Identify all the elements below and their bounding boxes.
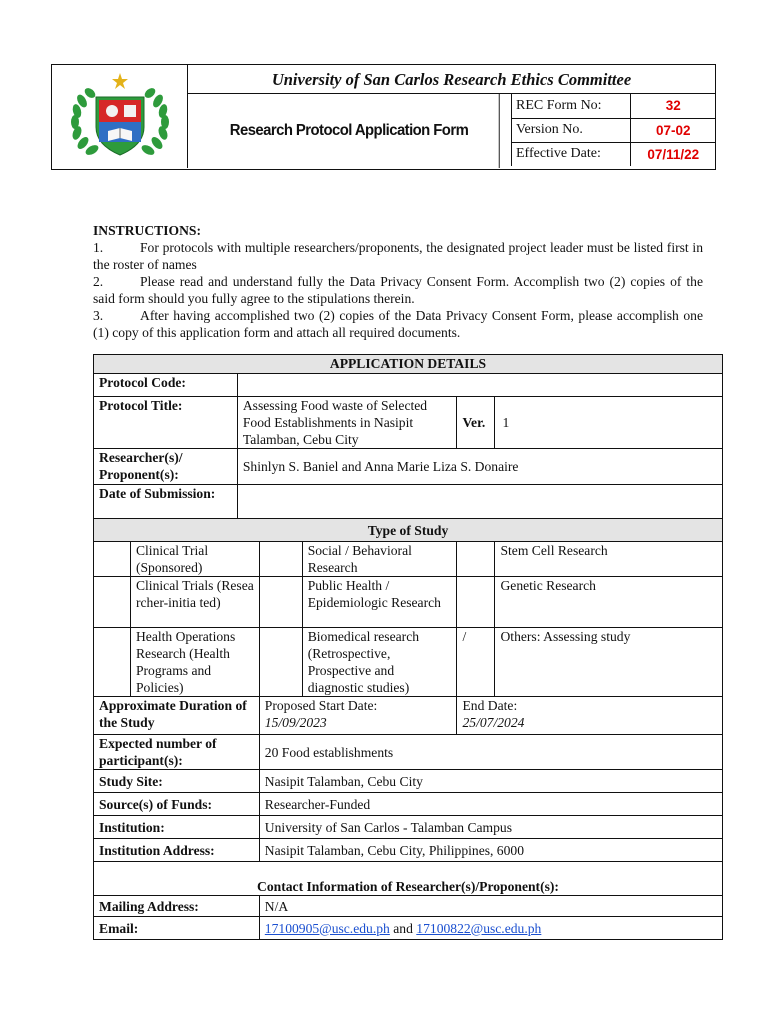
study-type-label: Biomedical research (Retrospective, Prospective and diagnostic studies)	[302, 628, 457, 697]
meta-value: 07/11/22	[630, 142, 716, 166]
study-type-label: Public Health / Epidemiologic Research	[302, 577, 457, 628]
section-title: APPLICATION DETAILS	[94, 355, 723, 374]
end-date-cell[interactable]	[457, 697, 723, 735]
end-date-label: End Date:	[462, 698, 518, 713]
start-date-cell[interactable]	[259, 697, 457, 735]
institution-field[interactable]: University of San Carlos - Talamban Campus	[259, 816, 722, 839]
study-type-row	[94, 577, 723, 628]
email-separator: and	[393, 920, 413, 936]
study-type-checkbox[interactable]	[94, 628, 131, 697]
instruction-item: 2. Please read and understand fully the Data Privacy Consent Form. Accomplish two (2) copies of the said form should you fully agree to the stipulations therein.	[93, 274, 703, 306]
form-title: Research Protocol Application Form	[199, 94, 499, 168]
instruction-item: 1. For protocols with multiple researchers/proponents, the designated project leader must be listed first in the roster of names	[93, 240, 703, 272]
participants-label: Expected number of participant(s):	[94, 735, 260, 770]
mailing-address-field[interactable]: N/A	[259, 896, 722, 917]
researchers-field[interactable]: Shinlyn S. Baniel and Anna Marie Liza S. Donaire	[237, 449, 722, 485]
study-type-checkbox[interactable]: /	[457, 628, 495, 697]
meta-row-form-no	[512, 94, 717, 118]
university-seal-logo	[52, 65, 188, 168]
instruction-item: 3. After having accomplished two (2) copies of the Data Privacy Consent Form, please accomplish one (1) copy of this application form and attach all required documents.	[93, 308, 703, 340]
start-date-label: Proposed Start Date:	[264, 698, 378, 713]
meta-value: 32	[630, 94, 716, 118]
study-type-checkbox[interactable]	[259, 577, 302, 628]
study-type-label: Social / Behavioral Research	[302, 542, 457, 577]
email-link-2[interactable]: 17100822@usc.edu.ph	[416, 920, 542, 936]
meta-row-version	[512, 118, 717, 142]
funds-label: Source(s) of Funds:	[94, 793, 260, 816]
study-type-checkbox[interactable]	[457, 577, 495, 628]
institution-address-field[interactable]: Nasipit Talamban, Cebu City, Philippines, 6000	[259, 839, 722, 862]
protocol-code-label: Protocol Code:	[94, 374, 238, 397]
form-meta-table	[511, 94, 716, 166]
researchers-label: Researcher(s)/ Proponent(s):	[94, 449, 238, 485]
study-type-row	[94, 542, 723, 577]
email-link-1[interactable]: 17100905@usc.edu.ph	[264, 920, 390, 936]
study-type-checkbox[interactable]	[94, 542, 131, 577]
study-site-label: Study Site:	[94, 770, 260, 793]
email-label: Email:	[94, 917, 260, 940]
study-type-checkbox[interactable]	[259, 542, 302, 577]
ver-value[interactable]: 1	[495, 397, 723, 449]
end-date-value: 25/07/2024	[462, 715, 525, 730]
duration-label: Approximate Duration of the Study	[94, 697, 260, 735]
protocol-title-field[interactable]: Assessing Food waste of Selected Food Establishments in Nasipit Talamban, Cebu City	[237, 397, 457, 449]
participants-field[interactable]: 20 Food establishments	[259, 735, 722, 770]
ver-label: Ver.	[457, 397, 495, 449]
protocol-code-field[interactable]	[237, 374, 722, 397]
type-of-study-title: Type of Study	[94, 519, 723, 542]
start-date-value: 15/09/2023	[264, 715, 327, 730]
institution-label: Institution:	[94, 816, 260, 839]
study-type-label: Stem Cell Research	[495, 542, 723, 577]
contact-info-title: Contact Information of Researcher(s)/Proponent(s):	[94, 862, 723, 896]
instructions	[93, 222, 703, 341]
meta-label: Effective Date:	[512, 142, 631, 166]
logo-cell	[52, 65, 188, 168]
email-field	[259, 917, 722, 940]
mailing-address-label: Mailing Address:	[94, 896, 260, 917]
meta-label: REC Form No:	[512, 94, 631, 118]
study-type-label: Others: Assessing study	[495, 628, 723, 697]
study-type-label: Health Operations Research (Health Programs and Policies)	[130, 628, 259, 697]
protocol-title-label: Protocol Title:	[94, 397, 238, 449]
study-type-row	[94, 628, 723, 697]
submission-date-label: Date of Submission:	[94, 485, 238, 519]
meta-value: 07-02	[630, 118, 716, 142]
meta-row-effective-date	[512, 142, 717, 166]
instructions-heading: INSTRUCTIONS:	[93, 223, 202, 238]
study-type-checkbox[interactable]	[94, 577, 131, 628]
study-type-label: Clinical Trials (Researcher-initia ted)	[130, 577, 259, 628]
study-site-field[interactable]: Nasipit Talamban, Cebu City	[259, 770, 722, 793]
study-type-label: Clinical Trial (Sponsored)	[130, 542, 259, 577]
submission-date-field[interactable]	[237, 485, 722, 519]
institution-address-label: Institution Address:	[94, 839, 260, 862]
funds-field[interactable]: Researcher-Funded	[259, 793, 722, 816]
application-details-table	[93, 354, 723, 940]
form-header	[51, 64, 716, 170]
study-type-checkbox[interactable]	[259, 628, 302, 697]
university-title: University of San Carlos Research Ethics Committee	[188, 65, 715, 94]
study-type-checkbox[interactable]	[457, 542, 495, 577]
study-type-label: Genetic Research	[495, 577, 723, 628]
meta-label: Version No.	[512, 118, 631, 142]
